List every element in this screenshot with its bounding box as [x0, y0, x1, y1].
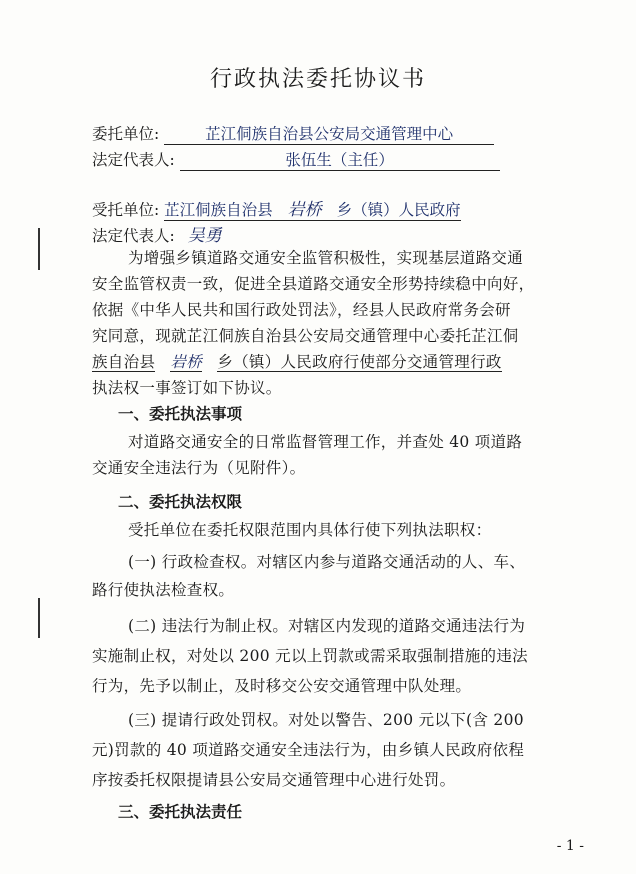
legal-rep2-label: 法定代表人: [92, 227, 175, 245]
entrusting-unit-value: 芷江侗族自治县公安局交通管理中心 [164, 122, 494, 145]
intro-line-6: 执法权一事签订如下协议。 [92, 379, 282, 397]
section-2-item2-line-3: 行为，先予以制止，及时移交公安交通管理中队处理。 [92, 677, 472, 695]
binding-mark-bottom [38, 598, 40, 638]
section-1-line-2: 交通安全违法行为（见附件）。 [92, 459, 306, 477]
document-title: 行政执法委托协议书 [209, 67, 426, 92]
section-1-line-1: 对道路交通安全的日常监督管理工作，并查处 40 项道路 [128, 433, 523, 451]
section-2-item3-line-2: 元)罚款的 40 项道路交通安全违法行为，由乡镇人民政府依程 [92, 741, 525, 759]
entrusted-unit-prefix: 芷江侗族自治县 [164, 201, 273, 219]
intro-line-5-prefix: 族自治县 [92, 353, 156, 371]
section-2-intro: 受托单位在委托权限范围内具体行使下列执法职权： [128, 521, 492, 539]
section-1-heading: 一、委托执法事项 [118, 405, 243, 423]
legal-rep-label: 法定代表人: [92, 151, 175, 169]
binding-mark-top [38, 228, 40, 270]
section-3-heading: 三、委托执法责任 [118, 803, 243, 821]
section-2-item3-line-1: (三) 提请行政处罚权。对处以警告、200 元以下(含 200 [128, 711, 524, 729]
entrusted-unit-value [164, 195, 460, 221]
intro-line-5-suffix: 乡（镇）人民政府行使部分交通管理行政 [217, 353, 502, 371]
handwritten-rep-signature: 吴勇 [187, 226, 222, 246]
intro-line-5 [92, 350, 542, 372]
handwritten-town-name-2: 岩桥 [170, 353, 203, 371]
section-2-item2-line-2: 实施制止权，对处以 200 元以上罚款或需采取强制措施的违法 [92, 647, 528, 665]
section-2-item1-line-2: 路行使执法检查权。 [92, 581, 235, 599]
intro-line-3: 依据《中华人民共和国行政处罚法》，经县人民政府常务会研 [92, 301, 511, 319]
entrusting-unit-label: 委托单位: [92, 125, 160, 143]
intro-line-4: 究同意，现就芷江侗族自治县公安局交通管理中心委托芷江侗 [92, 327, 519, 345]
intro-line-1: 为增强乡镇道路交通安全监管积极性，实现基层道路交通 [128, 249, 524, 267]
entrusted-unit-suffix: 乡（镇）人民政府 [336, 201, 461, 219]
legal-rep-field [92, 148, 500, 171]
entrusted-unit-label: 受托单位: [92, 201, 160, 219]
intro-line-2: 安全监管权责一致，促进全县道路交通安全形势持续稳中向好， [92, 275, 535, 293]
section-2-heading: 二、委托执法权限 [118, 493, 243, 511]
page-number: - 1 - [556, 838, 584, 854]
legal-rep-value: 张伍生（主任） [180, 148, 500, 171]
legal-rep2-field [92, 221, 222, 246]
entrusted-unit-field [92, 195, 461, 221]
entrusting-unit-field [92, 122, 494, 145]
handwritten-town-name: 岩桥 [287, 200, 322, 220]
section-2-item2-line-1: (二) 违法行为制止权。对辖区内发现的道路交通违法行为 [128, 617, 526, 635]
section-2-item3-line-3: 序按委托权限提请县公安局交通管理中心进行处罚。 [92, 771, 456, 789]
section-2-item1-line-1: (一) 行政检查权。对辖区内参与道路交通活动的人、车、 [128, 553, 526, 571]
